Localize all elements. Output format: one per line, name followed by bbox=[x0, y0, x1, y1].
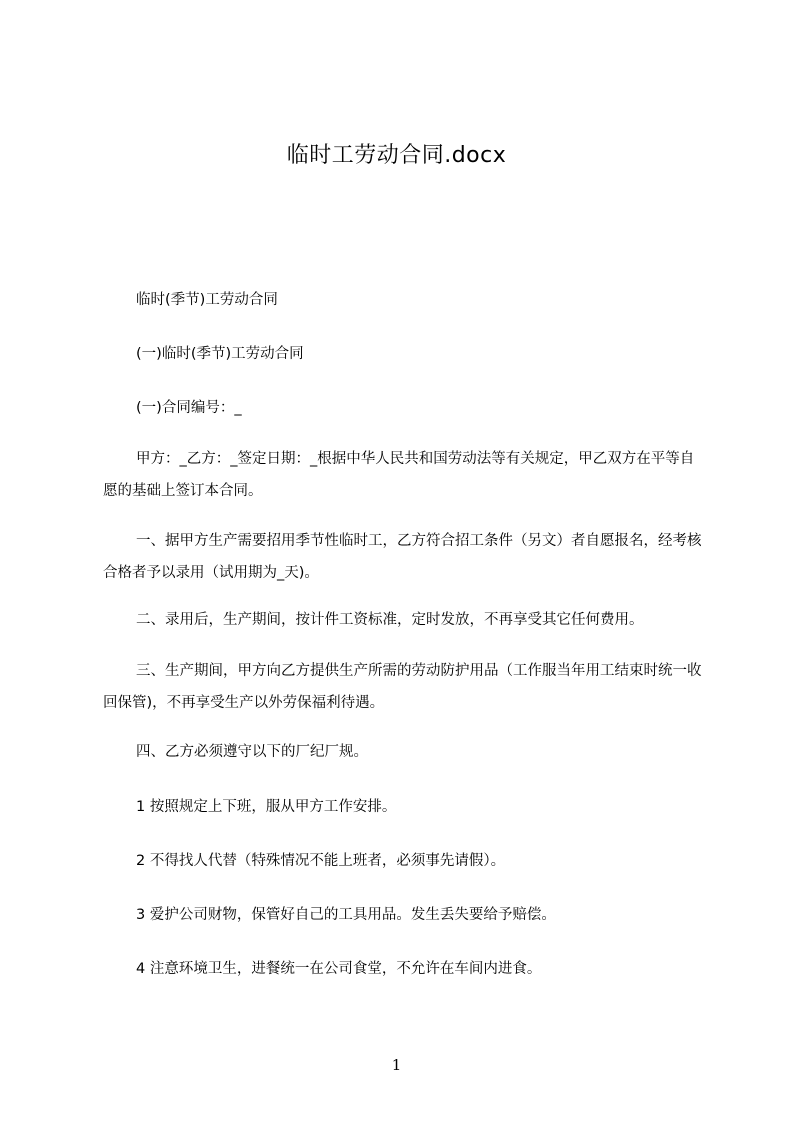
paragraph-rule-3: 3 爱护公司财物，保管好自己的工具用品。发生丢失要给予赔偿。 bbox=[136, 907, 556, 923]
paragraph-contract-number: (一)合同编号：_ bbox=[136, 400, 242, 416]
paragraph-clause-4: 四、乙方必须遵守以下的厂纪厂规。 bbox=[136, 744, 368, 760]
paragraph-clause-2: 二、录用后，生产期间，按计件工资标准，定时发放，不再享受其它任何费用。 bbox=[136, 612, 644, 628]
paragraph-clause-3: 三、生产期间，甲方向乙方提供生产所需的劳动防护用品（工作服当年用工结束时统一收回保管)，不再享受生产以外劳保福利待遇。 bbox=[103, 663, 702, 711]
paragraph-subheading: (一)临时(季节)工劳动合同 bbox=[136, 346, 304, 362]
paragraph-parties: 甲方：_乙方：_签定日期：_根据中华人民共和国劳动法等有关规定，甲乙双方在平等自愿的基础上签订本合同。 bbox=[103, 451, 695, 499]
paragraph-clause-1: 一、据甲方生产需要招用季节性临时工，乙方符合招工条件（另文）者自愿报名，经考核合格者予以录用（试用期为_天)。 bbox=[103, 533, 702, 581]
paragraph-rule-4: 4 注意环境卫生，进餐统一在公司食堂，不允许在车间内进食。 bbox=[136, 961, 542, 977]
paragraph-rule-2: 2 不得找人代替（特殊情况不能上班者，必须事先请假）。 bbox=[136, 853, 506, 869]
document-title: 临时工劳动合同.docx bbox=[286, 143, 507, 168]
paragraph-heading: 临时(季节)工劳动合同 bbox=[136, 292, 278, 308]
paragraph-rule-1: 1 按照规定上下班，服从甲方工作安排。 bbox=[136, 799, 397, 815]
page-number: 1 bbox=[391, 1056, 402, 1074]
